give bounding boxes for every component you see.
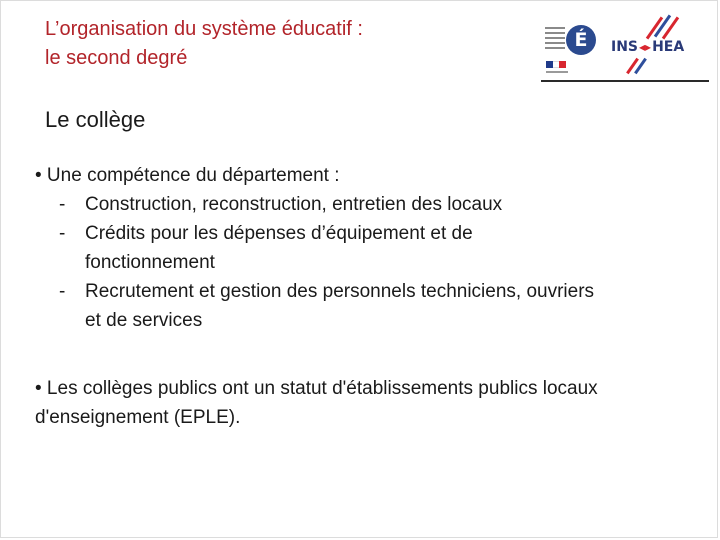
list-item bbox=[35, 190, 695, 219]
list-item-text: et de services bbox=[85, 310, 203, 331]
title-line-2: le second degré bbox=[45, 47, 188, 69]
header-divider bbox=[541, 80, 709, 82]
bullet-2-line: d'enseignement (EPLE). bbox=[35, 407, 241, 428]
page-title bbox=[45, 15, 363, 73]
bullet-1: • Une compétence du département : bbox=[35, 165, 340, 186]
list-item-text: Construction, reconstruction, entretien des locaux bbox=[85, 194, 503, 215]
list-item bbox=[35, 277, 695, 335]
spacer bbox=[35, 335, 695, 374]
section-title: Le collège bbox=[45, 107, 146, 132]
ministry-emblem-icon: É bbox=[566, 25, 596, 55]
list-item-text: Crédits pour les dépenses d’équipement et de bbox=[85, 223, 473, 244]
inshea-logo bbox=[609, 13, 693, 77]
french-flag-icon bbox=[546, 61, 566, 68]
dash-marker: - bbox=[59, 281, 66, 302]
inshea-wordmark bbox=[611, 39, 684, 55]
sub-list bbox=[35, 190, 695, 335]
inshea-left: INS bbox=[611, 39, 639, 55]
title-line-1: L’organisation du système éducatif : bbox=[45, 18, 363, 40]
inshea-right: HEA bbox=[652, 39, 685, 55]
ministry-wordmark bbox=[545, 27, 565, 52]
dash-marker: - bbox=[59, 194, 66, 215]
ministry-logo bbox=[541, 13, 599, 77]
list-item-text: fonctionnement bbox=[85, 252, 215, 273]
bullet-2-line: • Les collèges publics ont un statut d'établissements publics locaux bbox=[35, 378, 598, 399]
list-item-text: Recrutement et gestion des personnels techniciens, ouvriers bbox=[85, 281, 595, 302]
bullet-2 bbox=[35, 374, 695, 432]
list-item bbox=[35, 219, 695, 277]
ministry-subline bbox=[546, 71, 568, 73]
dash-marker: - bbox=[59, 223, 66, 244]
double-arrow-icon: ◂▸ bbox=[639, 40, 652, 54]
slide-content bbox=[35, 161, 695, 432]
